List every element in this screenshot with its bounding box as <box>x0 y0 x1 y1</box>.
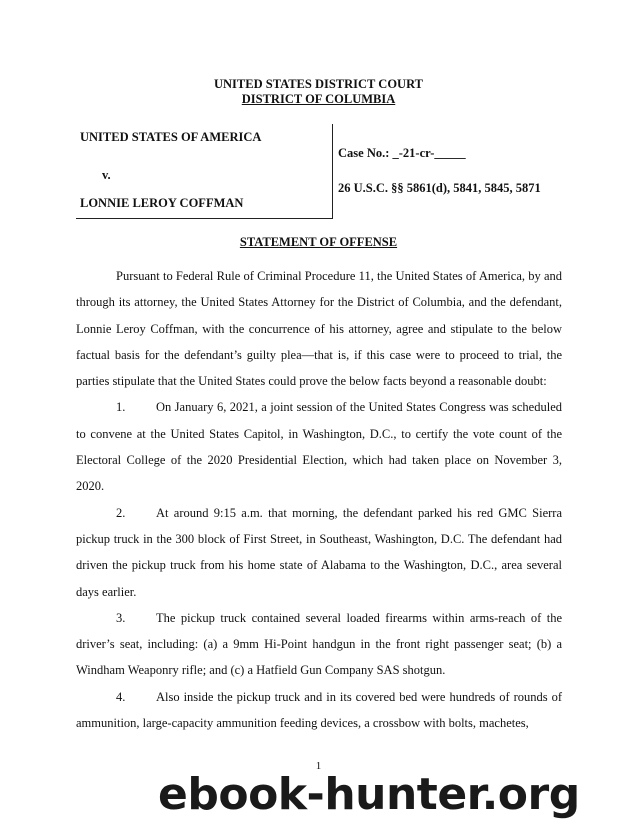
numbered-paragraph <box>76 500 562 605</box>
paragraph-number: 3. <box>116 610 126 625</box>
paragraph-text: At around 9:15 a.m. that morning, the defendant parked his red GMC Sierra pickup truck in the 300 block of First Street, in Southeast, Washington, D.C. The defendant had driven the pickup truck from his home state of Alabama to the Washington, D.C., area several days earlier. <box>76 505 562 599</box>
case-number: Case No.: _-21-cr-_____ <box>338 146 466 160</box>
watermark-text: ebook-hunter.org <box>158 769 580 820</box>
plaintiff-name: UNITED STATES OF AMERICA <box>80 130 262 144</box>
paragraph-number: 1. <box>116 400 126 415</box>
caption-parties <box>76 124 333 219</box>
paragraph-text: On January 6, 2021, a joint session of the United States Congress was scheduled to convene at the United States Capitol, in Washington, D.C., to certify the vote count of the Electoral College of the 2020 Presidential Election, which had taken place on November 3, 2020. <box>76 400 562 494</box>
paragraph-text: Also inside the pickup truck and in its covered bed were hundreds of rounds of ammunition, large-capacity ammunition feeding devices, a crossbow with bolts, machetes, <box>76 689 562 731</box>
numbered-paragraph <box>76 394 562 499</box>
statute-citation: 26 U.S.C. §§ 5861(d), 5841, 5845, 5871 <box>338 181 541 195</box>
court-district: DISTRICT OF COLUMBIA <box>241 92 396 106</box>
court-header <box>0 77 637 107</box>
paragraph-number: 2. <box>116 505 126 520</box>
paragraph-text: The pickup truck contained several loaded firearms within arms-reach of the driver’s seat, including: (a) a 9mm Hi-Point handgun in the front right passenger seat; (b) a Windham Weaponry rifle; and (c) a Hatfield Gun Company SAS shotgun. <box>76 610 562 678</box>
document-title: STATEMENT OF OFFENSE <box>239 235 398 249</box>
court-name: UNITED STATES DISTRICT COURT <box>214 77 423 91</box>
intro-paragraph: Pursuant to Federal Rule of Criminal Procedure 11, the United States of America, by and through its attorney, the United States Attorney for the District of Columbia, and the defendant, Lonnie Leroy Coffman, with the concurrence of his attorney, agree and stipulate to the below factual basis for the defendant’s guilty plea—that is, if this case were to proceed to trial, the parties stipulate that the United States could prove the below facts beyond a reasonable doubt: <box>76 269 562 389</box>
versus-label: v. <box>102 168 111 182</box>
defendant-name: LONNIE LEROY COFFMAN <box>80 196 244 210</box>
case-caption <box>76 124 562 218</box>
page-number: 1 <box>315 760 322 772</box>
numbered-paragraph <box>76 605 562 684</box>
paragraph-number: 4. <box>116 689 126 704</box>
numbered-paragraph <box>76 684 562 737</box>
document-body <box>76 263 562 736</box>
